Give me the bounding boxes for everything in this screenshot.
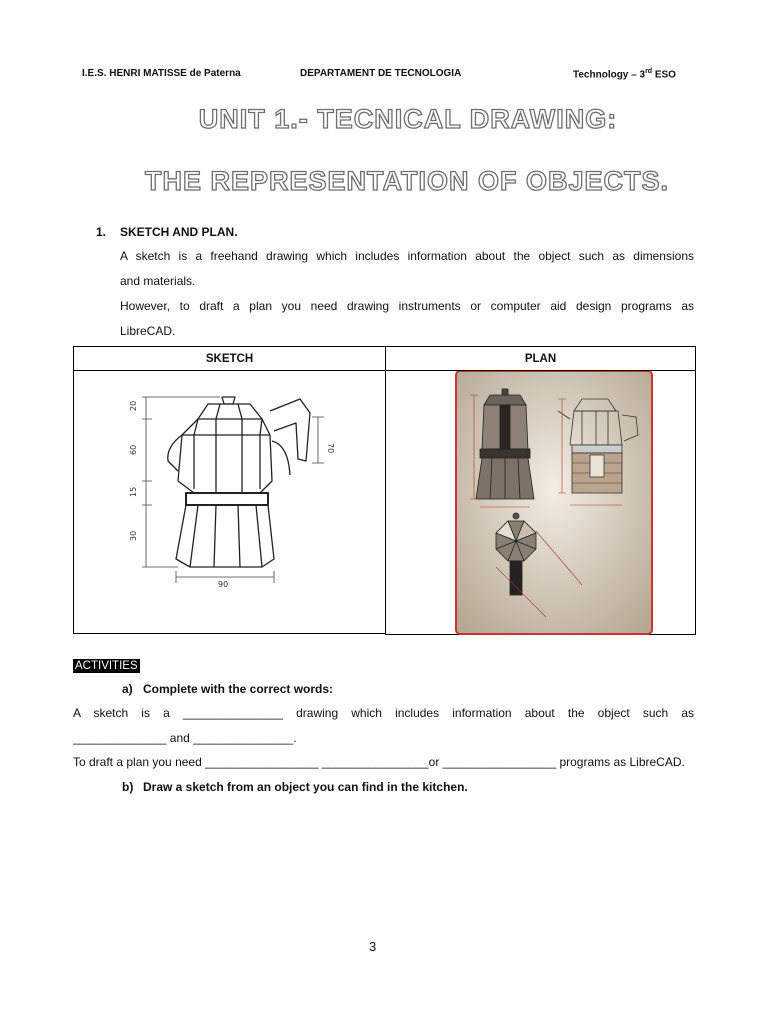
header-course bbox=[573, 68, 676, 80]
para1-line2: and materials. bbox=[120, 274, 196, 288]
sketch-header: SKETCH bbox=[74, 347, 386, 371]
activity-a-text: Complete with the correct words: bbox=[143, 682, 334, 696]
para1-line1: A sketch is a freehand drawing which includes information about the object such as dimensions bbox=[120, 249, 694, 263]
section-number: 1. bbox=[96, 225, 107, 239]
activity-a-fill1-line1: A sketch is a _______________ drawing which includes information about the object such as bbox=[73, 706, 694, 720]
sketch-dim-70: 70 bbox=[326, 443, 335, 454]
activity-a-fill1-line2: ______________ and _______________. bbox=[73, 731, 297, 745]
activities-label: ACTIVITIES bbox=[75, 660, 138, 672]
sketch-dim-15: 15 bbox=[129, 486, 138, 497]
header-course-sup: rd bbox=[645, 68, 653, 75]
page-title-line2: THE REPRESENTATION OF OBJECTS. bbox=[144, 166, 670, 196]
moka-pot-plan-image bbox=[386, 371, 696, 635]
activity-b-text: Draw a sketch from an object you can find in the kitchen. bbox=[143, 780, 468, 794]
para2-line1: However, to draft a plan you need drawing instruments or computer aid design programs as bbox=[120, 299, 694, 313]
sketch-dim-20: 20 bbox=[129, 400, 138, 411]
header-course-suffix: ESO bbox=[652, 69, 676, 81]
page-title-line1: UNIT 1.- TECNICAL DRAWING: bbox=[198, 104, 618, 134]
moka-pot-sketch-image bbox=[74, 371, 384, 633]
plan-cell bbox=[386, 371, 696, 634]
section-heading: SKETCH AND PLAN. bbox=[120, 225, 238, 239]
sketch-dim-30: 30 bbox=[129, 530, 138, 541]
header-course-prefix: Technology – 3 bbox=[573, 69, 646, 81]
sketch-plan-table bbox=[73, 346, 696, 634]
sketch-dim-90: 90 bbox=[218, 580, 229, 589]
sketch-cell bbox=[74, 371, 386, 634]
page-number: 3 bbox=[369, 939, 377, 954]
header-school: I.E.S. HENRI MATISSE de Paterna bbox=[82, 68, 241, 79]
activities-badge bbox=[73, 656, 140, 674]
activity-a-fill2: To draft a plan you need _________________ ________________or _________________ programs as LibreCAD. bbox=[73, 755, 685, 769]
plan-header: PLAN bbox=[386, 347, 696, 371]
activity-a-marker: a) bbox=[122, 682, 133, 696]
sketch-dim-60: 60 bbox=[129, 444, 138, 455]
header-department: DEPARTAMENT DE TECNOLOGIA bbox=[300, 68, 462, 79]
activity-b-marker: b) bbox=[122, 780, 134, 794]
para2-line2: LibreCAD. bbox=[120, 324, 176, 338]
